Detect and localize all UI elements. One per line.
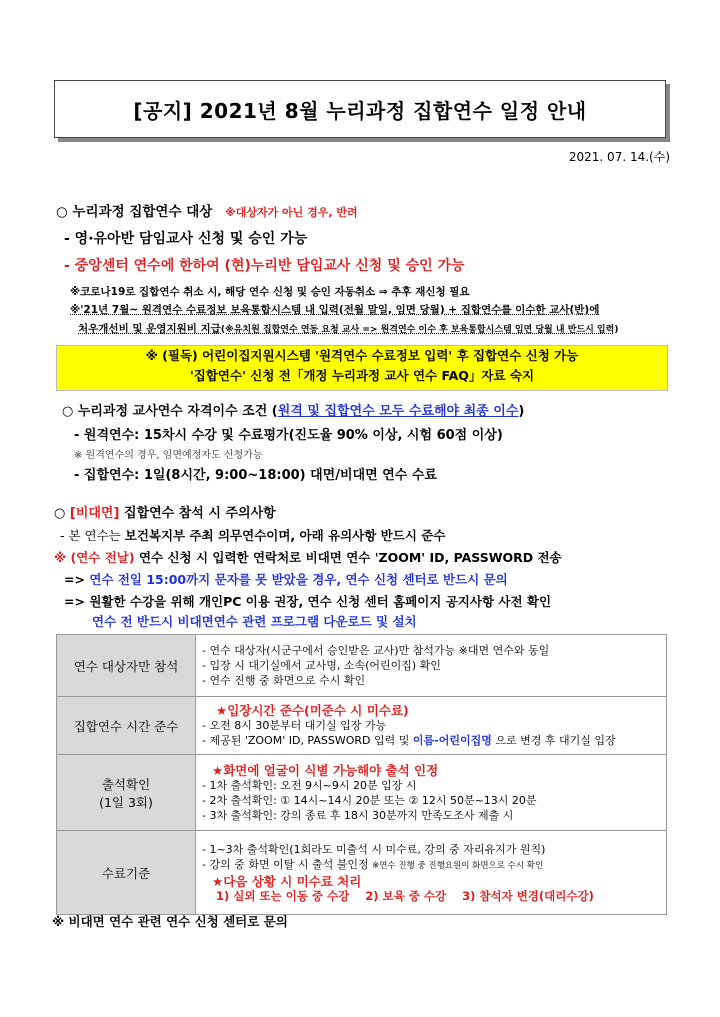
row-line-pre: - 제공된 'ZOOM' ID, PASSWORD 입력 및 <box>202 734 410 747</box>
row-content <box>196 635 667 697</box>
item4-text: 원활한 수강을 위해 개인PC 이용 권장, 연수 신청 센터 홈페이지 공지사항 사전 확인 <box>89 594 552 609</box>
bullet: ○ <box>56 204 68 220</box>
row-header: 집합연수 시간 준수 <box>57 697 196 755</box>
section1-item1: - 영·유아반 담임교사 신청 및 승인 가능 <box>64 231 308 247</box>
section1-note: ※대상자가 아닌 경우, 반려 <box>225 206 358 219</box>
row-header-line1: 출석확인 <box>101 776 151 792</box>
row-line: - 연수 진행 중 화면으로 수시 확인 <box>202 674 366 687</box>
row-header: 연수 대상자만 참석 <box>57 635 196 697</box>
item3-text: 연수 전일 15:00까지 문자를 못 받았을 경우, 연수 신청 센터로 반드시 문의 <box>89 572 508 587</box>
row-star: ★다음 상황 시 미수료 처리 <box>212 873 362 889</box>
highlight-line1: ※ (필독) 어린이집지원시스템 '원격연수 수료정보 입력' 후 집합연수 신청 가능 <box>145 348 579 363</box>
row-line-small: ※연수 진행 중 진행요원이 화면으로 수시 확인 <box>372 860 544 871</box>
table-row <box>57 635 667 697</box>
highlight-box <box>56 345 668 391</box>
table-row <box>57 697 667 755</box>
row-line-blue: 이름-어린이집명 <box>412 734 492 747</box>
section1-note2: ※코로나19로 집합연수 취소 시, 해당 연수 신청 및 승인 자동취소 ⇒ 추후 재신청 필요 <box>70 286 470 298</box>
section3-item3 <box>64 570 508 588</box>
section1-item2: - 중앙센터 연수에 한하여 (현)누리반 담임교사 신청 및 승인 가능 <box>64 258 465 274</box>
section3-heading <box>54 502 276 521</box>
section3-item4 <box>64 592 551 610</box>
section1-title: 누리과정 집합연수 대상 <box>72 204 213 220</box>
highlight-line2: '집합연수' 신청 전「개정 누리과정 교사 연수 FAQ」자료 숙지 <box>189 368 535 383</box>
section2-title: 누리과정 교사연수 자격이수 조건 ( <box>77 404 278 419</box>
row-star: ★입장시간 준수(미준수 시 미수료) <box>216 703 409 718</box>
rules-table <box>56 634 667 915</box>
row-line <box>202 733 662 748</box>
table-row <box>57 831 667 915</box>
row-line <box>202 857 662 874</box>
section3-item2 <box>54 548 562 566</box>
item1-pre: - 본 연수는 <box>60 528 121 543</box>
arrow: => <box>64 594 85 609</box>
table-row <box>57 755 667 831</box>
bullet: ○ <box>62 404 74 419</box>
section3-tag: [비대면] <box>69 506 120 521</box>
row-content <box>196 755 667 831</box>
section1-note3b <box>78 321 618 336</box>
page-title: [공지] 2021년 8월 누리과정 집합연수 일정 안내 <box>54 80 666 138</box>
row-line-post: 으로 변경 후 대기실 입장 <box>495 734 616 747</box>
section2-note1: ※ 원격연수의 경우, 임면예정자도 신청가능 <box>74 450 263 461</box>
bullet: ○ <box>54 506 66 521</box>
item1-bold: 보건복지부 주최 의무연수이며, 아래 유의사항 반드시 준수 <box>124 528 446 543</box>
section2-link[interactable]: 원격 및 집합연수 모두 수료해야 최종 이수 <box>277 404 519 419</box>
row-header-line2: (1일 3회) <box>99 794 153 810</box>
section2-heading <box>62 400 524 419</box>
row-content <box>196 697 667 755</box>
item2-mark: ※ (연수 전날) <box>54 550 135 565</box>
row-star: ★화면에 얼굴이 식별 가능해야 출석 인정 <box>212 762 439 778</box>
section3-item1 <box>60 526 445 544</box>
section3-title: 집합연수 참석 시 주의사항 <box>123 506 276 521</box>
row-line: - 1차 출석확인: 오전 9시~9시 20분 입장 시 <box>202 778 417 792</box>
row-line: - 3차 출석확인: 강의 종료 후 18시 30분까지 만족도조사 제출 시 <box>202 808 514 822</box>
section1-note3a: ※'21년 7월~ 원격연수 수료정보 보육통합시스템 내 입력(전월 말일, 임면 당월) + 집합연수를 이수한 교사(반)에 <box>70 304 600 316</box>
section2-item2: - 집합연수: 1일(8시간, 9:00~18:00) 대면/비대면 연수 수료 <box>74 468 437 483</box>
section3-item5: 연수 전 반드시 비대면연수 관련 프로그램 다운로드 및 설치 <box>92 614 417 629</box>
notice-date: 2021. 07. 14.(수) <box>568 150 670 164</box>
row-header: 수료기준 <box>57 831 196 915</box>
row-line: - 연수 대상자(시군구에서 승인받은 교사)만 참석가능 ※대면 연수와 동일 <box>202 644 550 657</box>
section1-heading <box>56 200 358 220</box>
note3b-small: (※유치원 집합연수 연동 요청 교사 => 원격연수 이수 후 보육통합시스템 임면 당월 내 반드시 입력) <box>220 325 619 335</box>
row-line: 1) 실외 또는 이동 중 수강 2) 보육 중 수강 3) 참석자 변경(대리수강) <box>216 888 594 903</box>
row-content <box>196 831 667 915</box>
arrow: => <box>64 572 85 587</box>
row-line: - 입장 시 대기실에서 교사명, 소속(어린이집) 확인 <box>202 659 441 672</box>
section2-item1: - 원격연수: 15차시 수강 및 수료평가(진도율 90% 이상, 시험 60점 이상) <box>74 428 503 443</box>
row-header <box>57 755 196 831</box>
note3b-main: 처우개선비 및 운영지원비 지급 <box>78 323 221 335</box>
section2-paren: ) <box>518 404 525 419</box>
row-line: - 2차 출석확인: ① 14시~14시 20분 또는 ② 12시 50분~13시 20분 <box>202 793 537 807</box>
row-line: - 오전 8시 30분부터 대기실 입장 가능 <box>202 719 387 732</box>
footer-note: ※ 비대면 연수 관련 연수 신청 센터로 문의 <box>52 914 288 929</box>
item2-rest: 연수 신청 시 입력한 연락처로 비대면 연수 'ZOOM' ID, PASSWORD 전송 <box>138 550 562 565</box>
row-line-pre: - 강의 중 화면 이탈 시 출석 불인정 <box>202 857 369 871</box>
row-line: - 1~3차 출석확인(1회라도 미출석 시 미수료, 강의 중 자리유지가 원칙) <box>202 842 546 856</box>
